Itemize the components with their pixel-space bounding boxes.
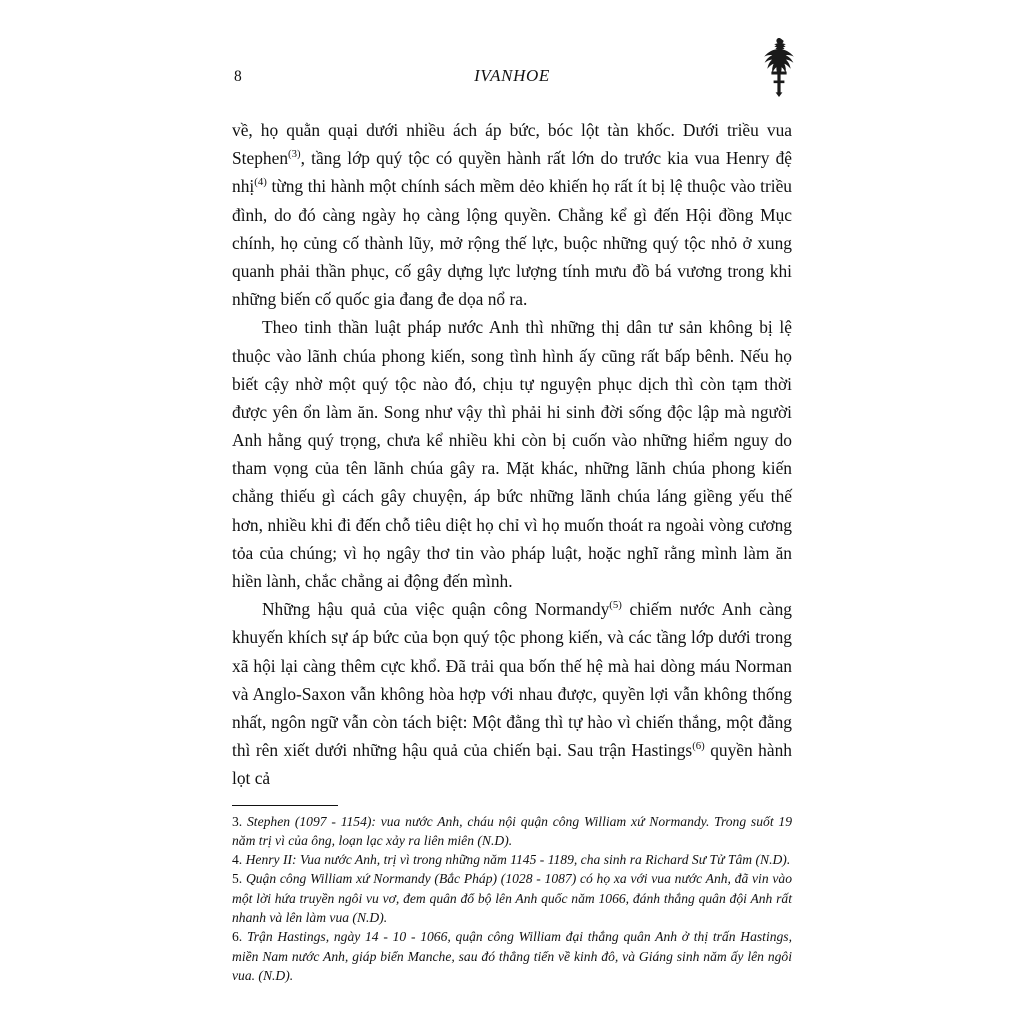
page-number: 8 bbox=[234, 68, 242, 85]
paragraph-2: Theo tinh thần luật pháp nước Anh thì những thị dân tư sản không bị lệ thuộc vào lãnh chúa phong kiến, song tình hình ấy cũng rất bấp bênh. Nếu họ biết cậy nhờ một quý tộc nào đó, chịu tự nguyện phục dịch thì còn tạm thời được yên ổn làm ăn. Song như vậy thì phải hi sinh đời sống độc lập mà người Anh hằng quý trọng, chưa kể nhiều khi còn bị cuốn vào những hiểm nguy do tham vọng của tên lãnh chúa gây ra. Mặt khác, những lãnh chúa phong kiến chẳng thiếu gì cách gây chuyện, áp bức những lãnh chúa láng giềng yếu thế hơn, nhiều khi đi đến chỗ tiêu diệt họ chỉ vì họ muốn thoát ra ngoài vòng cương tỏa của chúng; vì họ ngây thơ tin vào pháp luật, hoặc nghĩ rằng mình làm ăn hiền lành, chắc chẳng ai động đến mình. bbox=[232, 317, 792, 591]
body-text bbox=[232, 116, 792, 793]
footnote-item bbox=[232, 869, 792, 927]
footnote-item bbox=[232, 927, 792, 985]
footnote-number: 6. bbox=[232, 929, 243, 945]
footnote-text: Quận công William xứ Normandy (Bắc Pháp) (1028 - 1087) có họ xa với vua nước Anh, đã vin vào một lời hứa truyền ngôi vu vơ, đem quân đổ bộ lên Anh quốc năm 1066, đánh thắng quân đội Anh rất nhanh và lên làm vua (N.D). bbox=[232, 871, 792, 925]
footnote-ref-5[interactable]: (5) bbox=[609, 599, 622, 612]
footnote-text: Henry II: Vua nước Anh, trị vì trong những năm 1145 - 1189, cha sinh ra Richard Sư Tử Tâm (N.D). bbox=[242, 852, 791, 868]
page-header bbox=[232, 48, 792, 104]
page-content bbox=[232, 48, 792, 985]
footnote-item bbox=[232, 812, 792, 851]
footnote-list bbox=[232, 812, 792, 986]
footnote-item bbox=[232, 850, 792, 869]
footnote-number: 3. bbox=[232, 813, 243, 829]
footnote-text: Stephen (1097 - 1154): vua nước Anh, cháu nội quận công William xứ Normandy. Trong suốt 19 năm trị vì của ông, loạn lạc xảy ra liên miên (N.D). bbox=[232, 813, 792, 848]
footnote-number: 4. bbox=[232, 852, 243, 868]
paragraph-3: Những hậu quả của việc quận công Normandy$^{(5)}$ chiếm nước Anh càng khuyến khích sự áp bức của bọn quý tộc phong kiến, và các tầng lớp dưới trong xã hội lại càng thêm cực khổ. Đã trải qua bốn thế hệ mà hai dòng máu Norman và Anglo-Saxon vẫn không hòa hợp với nhau được, quyền lợi vẫn không thống nhất, ngôn ngữ vẫn còn tách biệt: Một đằng thì tự hào vì chiến thắng, một đằng thì rên xiết dưới những hậu quả của chiến bại. Sau trận Hastings$^{(6)}$ quyền hành lọt cả bbox=[232, 599, 792, 789]
footnote-ref-3[interactable]: (3) bbox=[288, 148, 301, 161]
heraldic-eagle-emblem-icon bbox=[756, 35, 802, 97]
paragraph-1: về, họ quằn quại dưới nhiều ách áp bức, bóc lột tàn khốc. Dưới triều vua Stephen$^{(3)}$, tầng lớp quý tộc có quyền hành rất lớn do trước kia vua Henry đệ nhị$^{(4)}$ từng thi hành một chính sách mềm dẻo khiến họ rất ít bị lệ thuộc vào triều đình, do đó càng ngày họ càng lộng quyền. Chẳng kể gì đến Hội đồng Mục chính, họ củng cố thành lũy, mở rộng thế lực, buộc những quý tộc nhỏ ở xung quanh phải thần phục, cố gây dựng lực lượng tính mưu đồ bá vương trong khi những biến cố quốc gia đang đe dọa nổ ra. bbox=[232, 120, 792, 310]
footnote-ref-6[interactable]: (6) bbox=[692, 740, 705, 753]
running-title: IVANHOE bbox=[474, 66, 550, 85]
footnote-ref-4[interactable]: (4) bbox=[254, 176, 267, 189]
footnote-separator bbox=[232, 805, 338, 806]
footnote-text: Trận Hastings, ngày 14 - 10 - 1066, quận công William đại thắng quân Anh ở thị trấn Hastings, miền Nam nước Anh, giáp biển Manche, sau đó thẳng tiến về kinh đô, và Giáng sinh năm ấy lên ngôi vua. (N.D). bbox=[232, 929, 792, 983]
footnote-number: 5. bbox=[232, 871, 243, 887]
